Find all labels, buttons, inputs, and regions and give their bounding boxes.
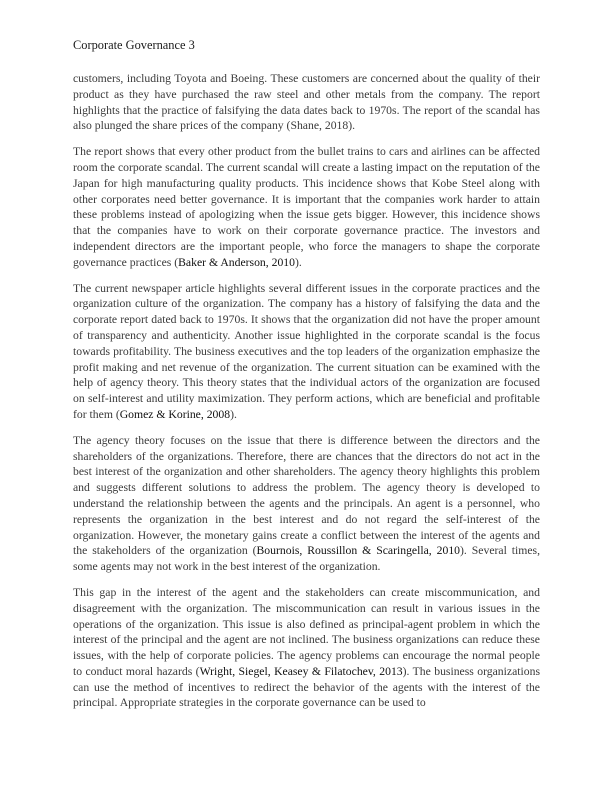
- body-text: [73, 71, 540, 721]
- paragraph: [73, 71, 540, 134]
- paragraph-text-after: ). Several times, some agents may not work in the best interest of the organization.: [73, 544, 541, 574]
- paragraph-text: This gap in the interest of the agent and the stakeholders can create miscommunication, and disagreement with the organization. The miscommunication can result in various issues in the operations of the organization. This issue is also defined as principal-agent problem in which the interest of the principal and the agent are not inclined. The business organizations can reduce these issues, with the help of corporate policies. The agency problems can encourage the normal people to conduct moral hazards (: [73, 585, 540, 678]
- paragraph: [73, 585, 540, 711]
- paragraph-text: The current newspaper article highlights several different issues in the corporate practices and the organization culture of the organization. The company has a history of falsifying the data and the corporate report dated back to 1970s. It shows that the organization did not have the proper amount of transparency and authenticity. Another issue highlighted in the corporate scandal is the focus towards profitability. The business executives and the top leaders of the organization emphasize the profit making and net revenue of the organization. The current situation can be examined with the help of agency theory. This theory states that the individual actors of the organization are focused on self-interest and utility maximization. They perform actions, which are beneficial and profitable for them (: [73, 281, 540, 421]
- citation: Gomez & Korine, 2008: [119, 407, 231, 421]
- paragraph-text-after: ).: [294, 255, 302, 269]
- paragraph-text-after: ). The business organizations can use the method of incentives to redirect the behavior of the agents with the interest of the principal. Appropriate strategies in the corporate governance can be used to: [73, 664, 540, 710]
- paragraph-text: The agency theory focuses on the issue that there is difference between the directors and the shareholders of the organizations. Therefore, there are chances that the directors do not act in the best interest of the organization and other shareholders. The agency theory highlights this problem and suggests different solutions to address the problem. The agency theory is developed to understand the relationship between the agents and the principals. An agent is a personnel, who represents the organization in the best interest and do not regard the self-interest of the organization. However, the monetary gains create a conflict between the interest of the agents and the stakeholders of the organization (: [73, 433, 540, 558]
- running-head: Corporate Governance 3: [73, 38, 195, 52]
- citation: Baker & Anderson, 2010: [178, 255, 295, 269]
- paragraph: [73, 144, 540, 270]
- paragraph-text: customers, including Toyota and Boeing. These customers are concerned about the quality of their product as they have purchased the raw steel and other metals from the company. The report highlights that the practice of falsifying the data dates back to 1970s. The report of the scandal has also plunged the share prices of the company (Shane, 2018).: [73, 72, 540, 133]
- citation: Bournois, Roussillon & Scaringella, 2010: [256, 544, 461, 558]
- paragraph: [73, 433, 540, 575]
- paragraph-text-after: ).: [230, 407, 237, 421]
- paragraph: [73, 281, 540, 423]
- citation: Wright, Siegel, Keasey & Filatochev, 2013: [199, 664, 403, 678]
- paragraph-text: The report shows that every other product from the bullet trains to cars and airlines can be affected room the corporate scandal. The current scandal will create a lasting impact on the reputation of the Japan for high manufacturing quality products. This incidence shows that Kobe Steel along with other corporates need better governance. It is important that the companies work harder to attain these problems instead of apologizing when the issue gets bigger. However, this incidence shows that the companies have to work on their corporate governance practice. The investors and independent directors are the important people, who force the managers to shape the corporate governance practices (: [73, 145, 540, 269]
